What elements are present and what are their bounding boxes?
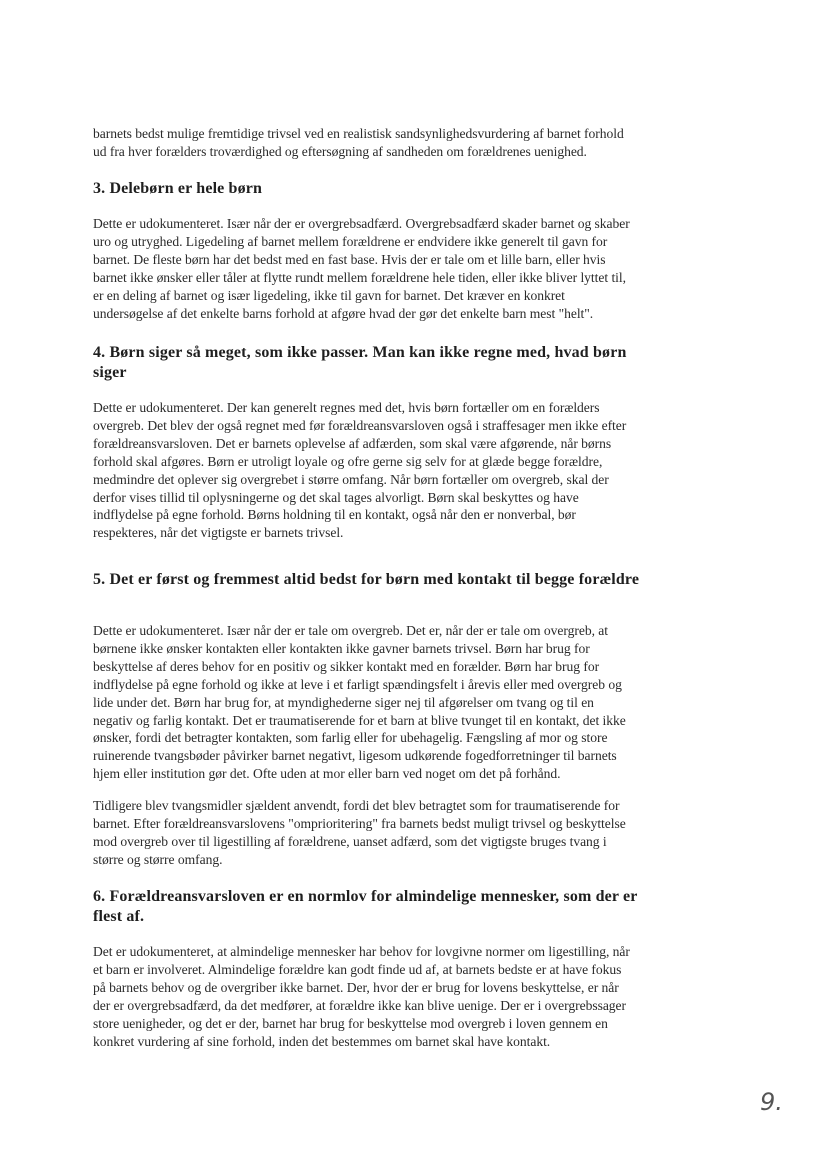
- text-line: derfor vises tillid til oplysningerne og det skal tages alvorligt. Børn skal beskyttes og have: [93, 489, 579, 505]
- text-line: ønsker, fordi det betragter kontakten, som farlig eller for ubehagelig. Fængsling af mor og store: [93, 730, 608, 746]
- paragraph-intro: [93, 125, 723, 161]
- text-line: forhold skal afgøres. Børn er utroligt loyale og ofre gerne sig selv for at glæde begge forældre,: [93, 453, 603, 469]
- heading-line: 3. Delebørn er hele børn: [93, 180, 263, 197]
- text-line: et barn er involveret. Almindelige forældre kan godt finde ud af, at barnets bedste er at have fokus: [93, 961, 622, 977]
- heading-line: flest af.: [93, 908, 145, 925]
- paragraph-section-6: [93, 943, 723, 1050]
- text-line: større og større omfang.: [93, 851, 223, 867]
- text-line: undersøgelse af det enkelte barns forhold at afgøre hvad der gør det enkelte barn mest "helt".: [93, 305, 594, 321]
- text-line: indflydelse på egne forhold og ikke at leve i et farligt spændingsfelt i årevis eller med overgreb og: [93, 676, 622, 692]
- paragraph-section-3: [93, 215, 723, 322]
- paragraph-section-4: [93, 399, 723, 542]
- text-line: medmindre det oplever sig overgrebet i større omfang. Når børn fortæller om overgreb, skal der: [93, 471, 609, 487]
- section-heading-3: [93, 179, 723, 199]
- text-line: Tidligere blev tvangsmidler sjældent anvendt, fordi det blev betragtet som for traumatiserende for: [93, 798, 620, 813]
- text-line: Dette er udokumenteret. Især når der er tale om overgreb. Det er, når der er tale om overgreb, at: [93, 623, 608, 638]
- heading-line: siger: [93, 364, 127, 381]
- text-line: beskyttelse af deres behov for en positiv og sikker kontakt med en forælder. Børn har brug for: [93, 658, 600, 674]
- text-line: barnet. De fleste børn har det bedst med en fast base. Hvis der er tale om et lille barn, eller hvis: [93, 251, 606, 267]
- heading-line: 4. Børn siger så meget, som ikke passer. Man kan ikke regne med, hvad børn: [93, 344, 627, 361]
- text-line: konkret vurdering af sine forhold, inden det bestemmes om barnet skal have kontakt.: [93, 1033, 551, 1049]
- heading-line: 5. Det er først og fremmest altid bedst for børn med kontakt til begge forældre: [93, 571, 640, 588]
- text-line: lide under det. Børn har brug for, at myndighederne siger nej til afgørelser om tvang og til en: [93, 694, 594, 710]
- text-line: ud fra hver forælders troværdighed og eftersøgning af sandheden om forældrenes uenighed.: [93, 143, 587, 159]
- text-line: uro og utryghed. Ligedeling af barnet mellem forældrene er endvidere ikke generelt til gavn for: [93, 233, 608, 249]
- text-line: Det er udokumenteret, at almindelige mennesker har behov for lovgivne normer om ligestilling, når: [93, 944, 630, 959]
- text-line: er en deling af barnet og især ligedeling, ikke til gavn for barnet. Det kræver en konkret: [93, 287, 565, 303]
- section-heading-5: [93, 570, 723, 590]
- text-line: forældreansvarsloven. Det er barnets oplevelse af adfærden, som skal være afgørende, når børns: [93, 435, 612, 451]
- text-line: barnet ikke ønsker eller tåler at flytte rundt mellem forældrene hele tiden, eller ikke bliver lyttet til,: [93, 269, 626, 285]
- section-heading-6: [93, 887, 723, 927]
- text-line: store uenigheder, og det er der, barnet har brug for beskyttelse mod overgreb i loven gennem en: [93, 1015, 608, 1031]
- page-number: 9.: [760, 1088, 783, 1116]
- text-line: på barnets behov og de overgriber ikke barnet. Der, hvor der er brug for lovens beskyttelse, er når: [93, 979, 619, 995]
- text-line: mod overgreb over til ligestilling af forældrene, uanset adfærd, som det vigtigste bruges tvang i: [93, 833, 607, 849]
- paragraph-section-5b: [93, 797, 723, 869]
- text-line: hjem eller institution gør det. Ofte uden at mor eller barn ved noget om det på forhånd.: [93, 766, 561, 782]
- text-line: barnets bedst mulige fremtidige trivsel ved en realistisk sandsynlighedsvurdering af barnet forhold: [93, 126, 624, 141]
- text-line: Dette er udokumenteret. Især når der er overgrebsadfærd. Overgrebsadfærd skader barnet og skaber: [93, 216, 630, 231]
- text-line: ruinerende tvangsbøder påvirker barnet negativt, ligesom udkørende fogedforretninger til barnets: [93, 748, 617, 764]
- text-line: negativ og farlig kontakt. Det er traumatiserende for et barn at blive tvunget til en kontakt, det ikke: [93, 712, 626, 728]
- text-line: respekteres, når det vigtigste er barnets trivsel.: [93, 525, 344, 541]
- paragraph-section-5a: [93, 622, 723, 783]
- text-line: Dette er udokumenteret. Der kan generelt regnes med det, hvis børn fortæller om en forælders: [93, 400, 600, 415]
- heading-line: 6. Forældreansvarsloven er en normlov for almindelige mennesker, som der er: [93, 888, 638, 905]
- section-heading-4: [93, 343, 723, 383]
- text-line: indflydelse på egne forhold. Børns holdning til en kontakt, også når den er nonverbal, bør: [93, 507, 576, 523]
- text-line: der er overgrebsadfærd, da det medfører, at forældre ikke kan blive uenige. Der er i overgrebssager: [93, 997, 627, 1013]
- text-line: barnet. Efter forældreansvarslovens "omprioritering" fra barnets bedst muligt trivsel og beskyttelse: [93, 815, 626, 831]
- text-line: børnene ikke ønsker kontakten eller kontakten ikke gavner barnets trivsel. Børn har brug for: [93, 640, 590, 656]
- text-line: overgreb. Det blev der også regnet med før forældreansvarsloven også i straffesager men ikke efter: [93, 417, 627, 433]
